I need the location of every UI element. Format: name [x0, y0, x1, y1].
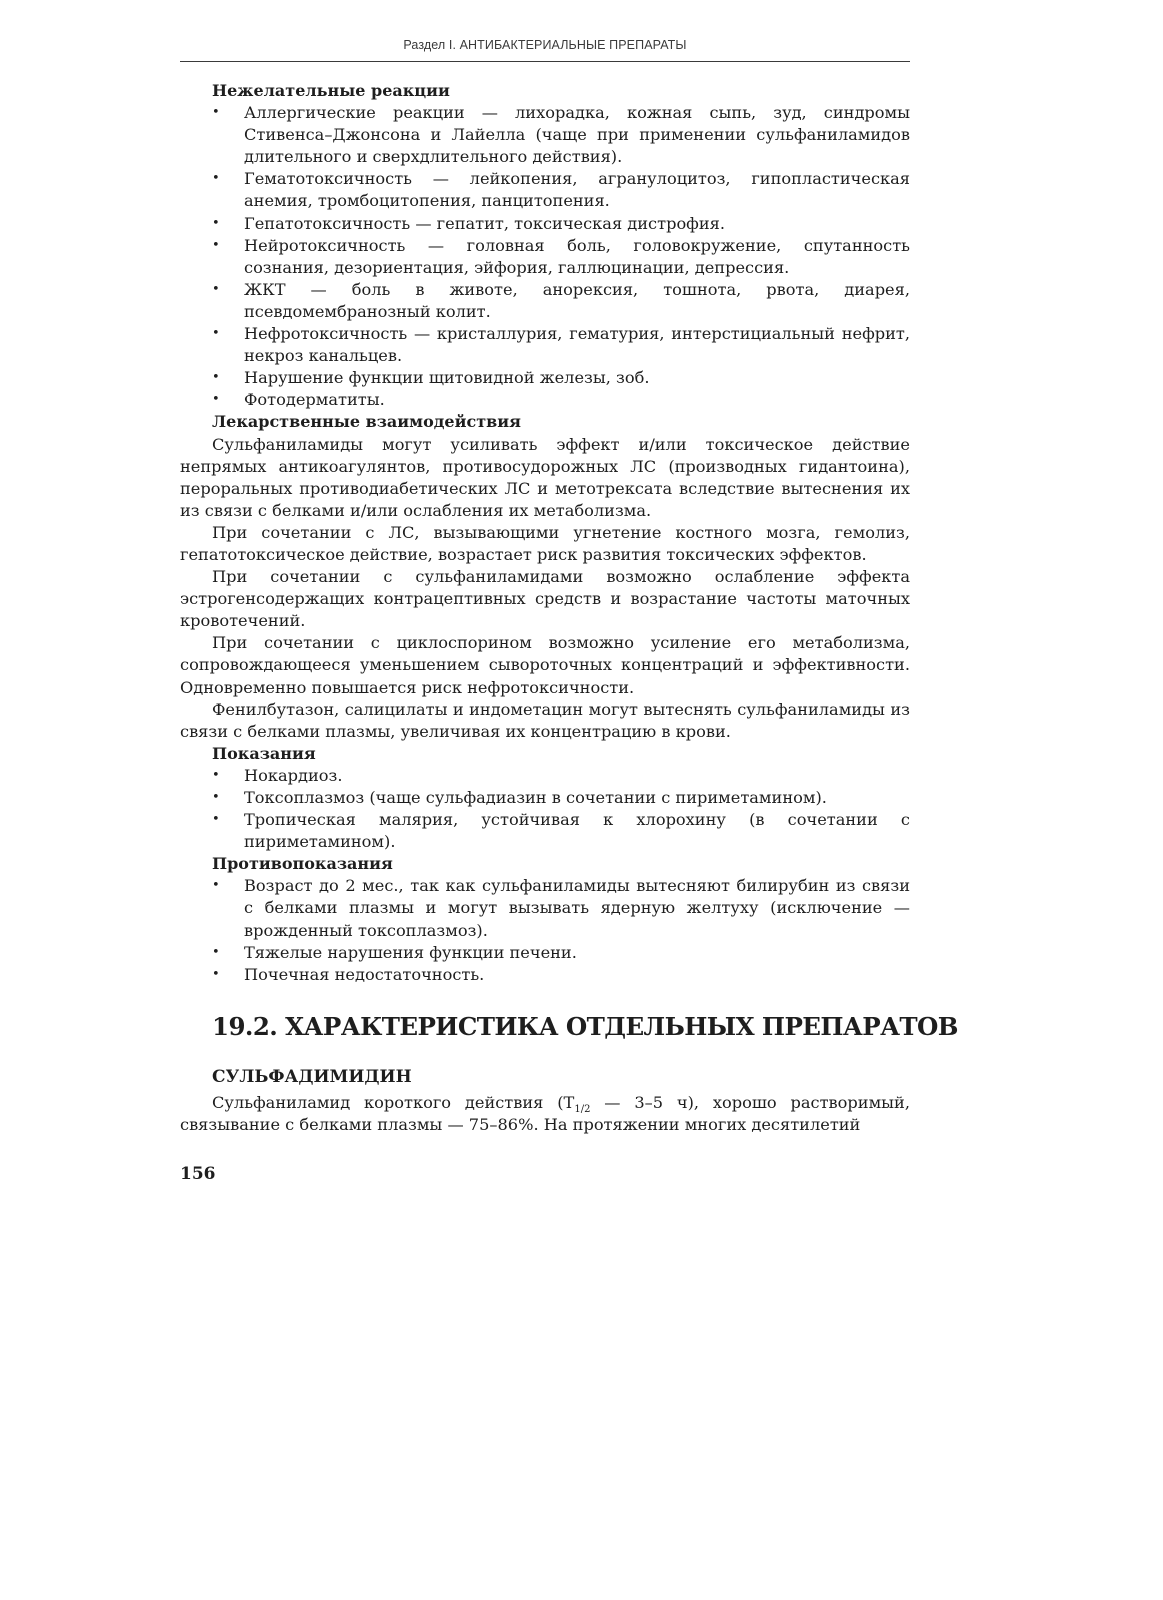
drug-intro-paragraph	[180, 1092, 910, 1136]
drug-interactions-heading: Лекарственные взаимодействия	[212, 412, 521, 432]
contraindications-list	[180, 875, 910, 985]
list-item: • Нарушение функции щитовидной железы, зоб.	[180, 367, 910, 389]
interaction-paragraph: При сочетании с ЛС, вызывающими угнетение костного мозга, гемолиз, гепатотоксическое действие, возрастает риск развития токсических эффектов.	[180, 522, 910, 564]
intro-text-end: — 3–5 ч), хорошо растворимый, связывание с белками плазмы — 75–86%. На протяжении многих десятилетий	[180, 1092, 910, 1135]
indications-heading: Показания	[212, 743, 316, 763]
list-item: • ЖКТ — боль в животе, анорексия, тошнота, рвота, диарея, псевдомембранозный колит.	[180, 279, 910, 323]
list-item: • Тяжелые нарушения функции печени.	[180, 942, 910, 964]
adverse-reactions-heading: Нежелательные реакции	[212, 81, 450, 100]
list-item: • Токсоплазмоз (чаще сульфадиазин в сочетании с пириметамином).	[180, 787, 910, 809]
adverse-reactions-list	[180, 102, 910, 411]
indications-list	[180, 765, 910, 853]
header-rule	[180, 61, 910, 62]
drug-title: СУЛЬФАДИМИДИН	[212, 1066, 412, 1087]
intro-text-start: Сульфаниламид короткого действия (T	[212, 1092, 575, 1112]
list-item: • Возраст до 2 мес., так как сульфаниламиды вытесняют билирубин из связи с белками плазмы и могут вызывать ядерную желтуху (исключение — врожденный токсоплазмоз).	[180, 875, 910, 941]
list-item: • Аллергические реакции — лихорадка, кожная сыпь, зуд, синдромы Стивенса–Джонсона и Лайелла (чаще при применении сульфаниламидов длительного и сверхдлительного действия).	[180, 102, 910, 168]
running-title: Раздел I. АНТИБАКТЕРИАЛЬНЫЕ ПРЕПАРАТЫ	[403, 38, 687, 52]
list-item: • Тропическая малярия, устойчивая к хлорохину (в сочетании с пириметамином).	[180, 809, 910, 853]
list-item: • Гепатотоксичность — гепатит, токсическая дистрофия.	[180, 213, 910, 235]
half-life-subscript: 1/2	[574, 1104, 591, 1116]
list-item: • Нефротоксичность — кристаллурия, гематурия, интерстициальный нефрит, некроз канальцев.	[180, 323, 910, 367]
interaction-paragraph: При сочетании с сульфаниламидами возможно ослабление эффекта эстрогенсодержащих контрацептивных средств и возрастание частоты маточных кровотечений.	[180, 567, 910, 631]
list-item: • Фотодерматиты.	[180, 389, 910, 411]
list-item: • Нейротоксичность — головная боль, головокружение, спутанность сознания, дезориентация, эйфория, галлюцинации, депрессия.	[180, 235, 910, 279]
list-item: • Нокардиоз.	[180, 765, 910, 787]
page-content	[180, 80, 958, 1136]
page-number: 156	[180, 1164, 216, 1184]
list-item: • Гематотоксичность — лейкопения, агранулоцитоз, гипопластическая анемия, тромбоцитопения, панцитопения.	[180, 168, 910, 212]
interaction-paragraph: Фенилбутазон, салицилаты и индометацин могут вытеснять сульфаниламиды из связи с белками плазмы, увеличивая их концентрацию в крови.	[180, 699, 910, 741]
list-item: • Почечная недостаточность.	[180, 964, 910, 986]
contraindications-heading: Противопоказания	[212, 854, 393, 874]
interaction-paragraph: При сочетании с циклоспорином возможно усиление его метаболизма, сопровождающееся уменьшением сывороточных концентраций и эффективности. Одновременно повышается риск нефротоксичности.	[180, 633, 910, 697]
section-title: 19.2. ХАРАКТЕРИСТИКА ОТДЕЛЬНЫХ ПРЕПАРАТОВ	[212, 1011, 958, 1041]
interaction-paragraph: Сульфаниламиды могут усиливать эффект и/или токсическое действие непрямых антикоагулянтов, противосудорожных ЛС (производных гидантоина), пероральных противодиабетических ЛС и метотрексата вследствие вытеснения их из связи с белками и/или ослабления их метаболизма.	[180, 434, 910, 520]
